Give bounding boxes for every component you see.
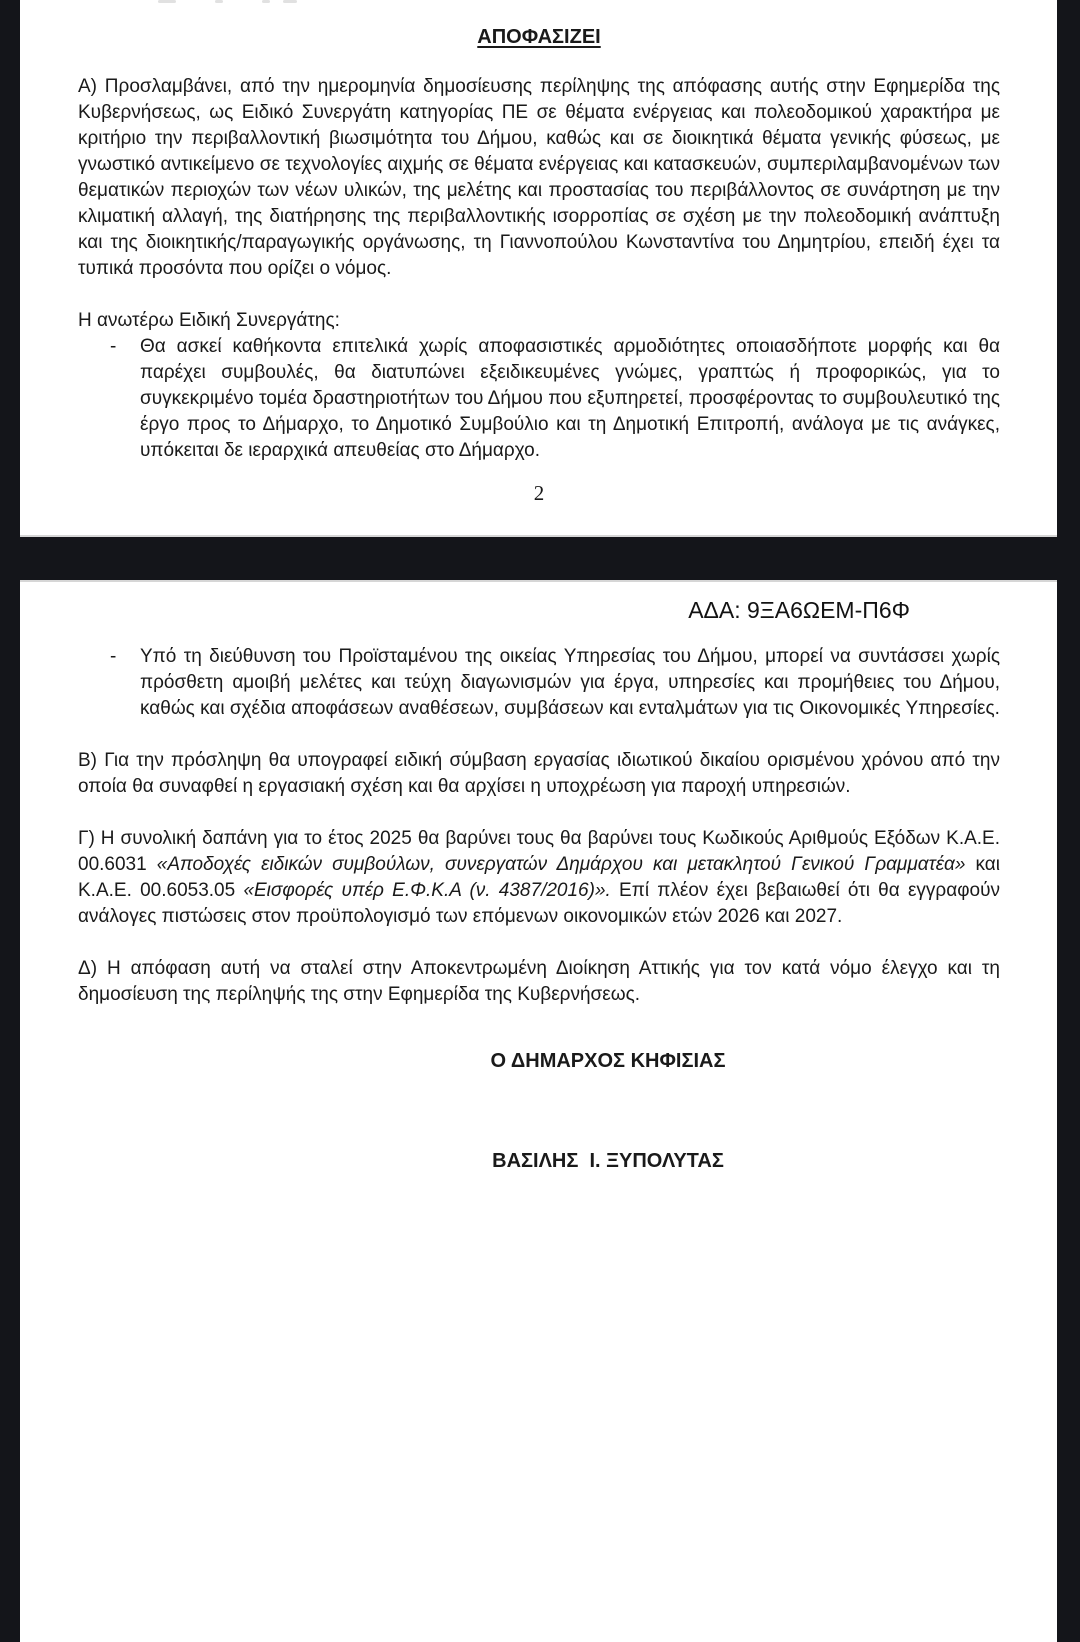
paragraph-b: Β) Για την πρόσληψη θα υπογραφεί ειδική σύμβαση εργασίας ιδιωτικού δικαίου ορισμένου χρόνου από την οποία θα συναφθεί η εργασιακή σχέση και θα αρχίσει η υποχρέωση για παροχή υπηρεσιών. xyxy=(78,750,1000,797)
paragraph-a: Α) Προσλαμβάνει, από την ημερομηνία δημοσίευσης περίληψης της απόφασης αυτής στην Εφημερίδα της Κυβερνήσεως, ως Ειδικό Συνεργάτη κατηγορίας ΠΕ σε θέματα ενέργειας και πολεοδομικού χαρακτήρα με κριτήριο την περιβαλλοντική βιωσιμότητα του Δήμου, καθώς και σε διοικητικά θέματα γενικής φύσεως, με γνωστικό αντικείμενο σε τεχνολογίες αιχμής σε θέματα ενέργειας και κατασκευών, συμπεριλαμβανομένων των θεματικών περιοχών των νέων υλικών, της μελέτης και προστασίας του περιβάλλοντος σε συνάρτηση με την κλιματική αλλαγή, της διατήρησης της περιβαλλοντικής ισορροπίας σε σχέση με την πολεοδομική ανάπτυξη και της διοικητικής/παραγωγικής οργάνωσης, τη Γιαννοπούλου Κωνσταντίνα του Δημητρίου, επειδή έχει τα τυπικά προσόντα που ορίζει ο νόμος. xyxy=(78,76,1000,279)
paragraph-c-seg-2: και Κ.Α.Ε. 00.6053.05 xyxy=(78,854,1000,901)
signature-name: ΒΑΣΙΛΗΣ Ι. ΞΥΠΟΛΥΤΑΣ xyxy=(492,1150,724,1172)
bullet-item-supervision xyxy=(78,644,1000,722)
cropped-text-remnant xyxy=(283,0,297,3)
document-page-2 xyxy=(20,580,1057,1642)
bullet-dash: - xyxy=(110,336,117,357)
paragraph-c-seg-3: Επί πλέον έχει βεβαιωθεί ότι θα εγγραφούν ανάλογες πιστώσεις στον προϋπολογισμό των επόμενων οικονομικών ετών 2026 και 2027. xyxy=(78,880,1000,927)
page-2-content xyxy=(20,596,1057,1174)
paragraph-d: Δ) Η απόφαση αυτή να σταλεί στην Αποκεντρωμένη Διοίκηση Αττικής για τον κατά νόμο έλεγχο και τη δημοσίευση της περίληψής της στην Εφημερίδα της Κυβερνήσεως. xyxy=(78,958,1000,1005)
document-page-1 xyxy=(20,0,1057,537)
page-1-content xyxy=(20,24,1057,506)
page-number: 2 xyxy=(533,481,545,505)
cropped-text-remnant xyxy=(158,0,176,3)
paragraph-c-seg-1: Γ) Η συνολική δαπάνη για το έτος 2025 θα βαρύνει τους θα βαρύνει τους Κωδικούς Αριθμούς Εξόδων Κ.Α.Ε. 00.6031 xyxy=(78,828,1000,875)
ada-reference: ΑΔΑ: 9ΞΑ6ΩΕΜ-Π6Φ xyxy=(688,597,910,623)
bullet-item-duties xyxy=(78,334,1000,464)
decision-heading-text: ΑΠΟΦΑΣΙΖΕΙ xyxy=(477,26,601,48)
bullet-duties-text: Θα ασκεί καθήκοντα επιτελικά χωρίς αποφασιστικές αρμοδιότητες οποιασδήποτε μορφής και θα παρέχει συμβουλές, θα διατυπώνει εξειδικευμένες γνώμες, γραπτώς ή προφορικώς, για το συγκεκριμένο τομέα δραστηριοτήτων του Δήμου που εξυπηρετεί, προσφέροντας το συμβουλευτικό της έργο προς το Δήμαρχο, το Δημοτικό Συμβούλιο και τη Δημοτική Επιτροπή, ανάλογα με τις ανάγκες, υπόκειται δε ιεραρχικά απευθείας στο Δήμαρχο. xyxy=(140,336,1000,461)
bullet-dash: - xyxy=(110,646,117,667)
cropped-text-remnant xyxy=(215,0,223,3)
paragraph-c xyxy=(78,826,1000,930)
decision-heading xyxy=(78,24,1000,50)
paragraph-c-quote-2: «Εισφορές υπέρ Ε.Φ.Κ.Α (ν. 4387/2016)». xyxy=(243,880,611,901)
paragraph-c-quote-1: «Αποδοχές ειδικών συμβούλων, συνεργατών Δημάρχου και μετακλητού Γενικού Γραμματέα» xyxy=(156,854,966,875)
page-gap-band xyxy=(0,537,1080,580)
bullet-supervision-text: Υπό τη διεύθυνση του Προϊσταμένου της οικείας Υπηρεσίας του Δήμου, μπορεί να συντάσσει χωρίς πρόσθετη αμοιβή μελέτες και τεύχη διαγωνισμών για έργα, υπηρεσίες και προμήθειες του Δήμου, καθώς και σχέδια αποφάσεων αναθέσεων, συμβάσεων και ενταλμάτων για τις Οικονομικές Υπηρεσίες. xyxy=(140,646,1000,719)
cropped-text-remnant xyxy=(262,0,270,3)
special-advisor-intro: Η ανωτέρω Ειδική Συνεργάτης: xyxy=(78,310,340,331)
signature-title: Ο ΔΗΜΑΡΧΟΣ ΚΗΦΙΣΙΑΣ xyxy=(490,1050,726,1072)
